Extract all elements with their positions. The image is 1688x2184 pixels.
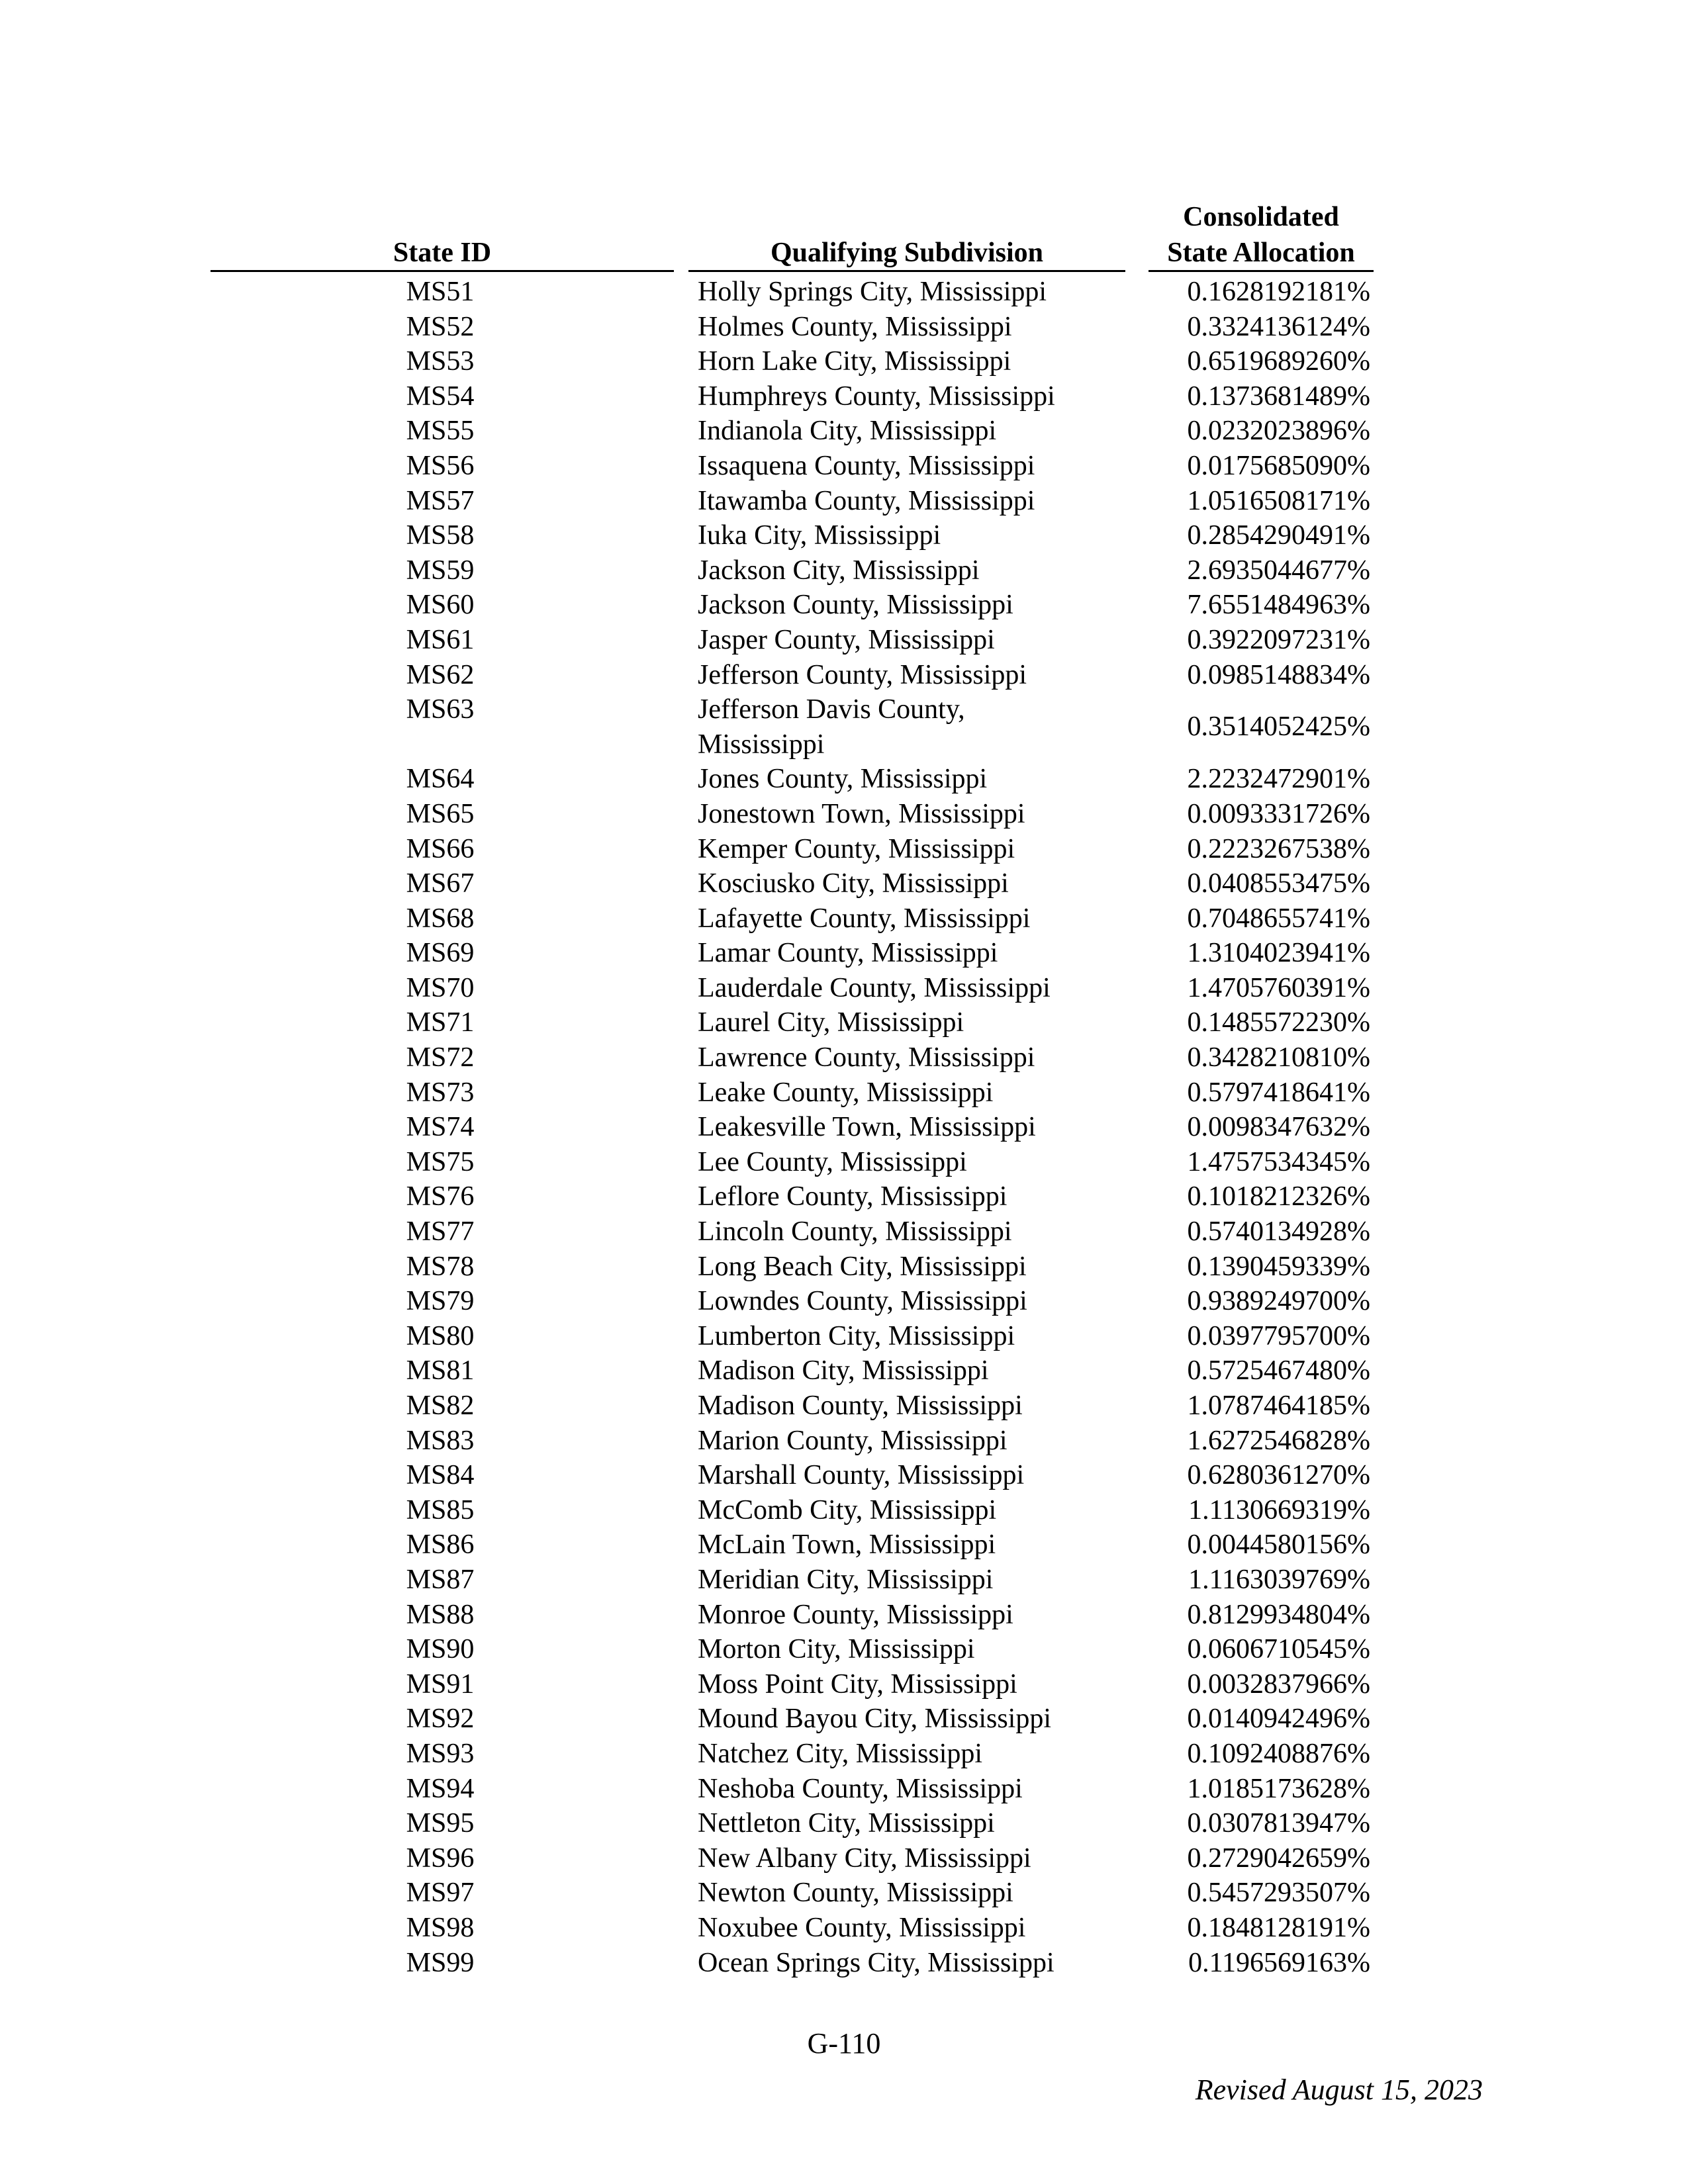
cell-state-id: MS56: [406, 450, 475, 481]
cell-allocation: 0.0232023896%: [1187, 416, 1370, 447]
table-row: [0, 1005, 1688, 1040]
cell-state-id: MS54: [406, 381, 475, 412]
cell-subdivision: Jasper County, Mississippi: [698, 624, 995, 655]
table-row: [0, 1841, 1688, 1876]
cell-allocation: 0.6519689260%: [1187, 346, 1370, 377]
cell-state-id: MS68: [406, 903, 475, 934]
cell-allocation: 0.1848128191%: [1187, 1912, 1370, 1943]
cell-subdivision: Horn Lake City, Mississippi: [698, 346, 1011, 377]
cell-subdivision: Morton City, Mississippi: [698, 1634, 975, 1665]
table-row: [0, 1632, 1688, 1667]
table-row: [0, 1772, 1688, 1807]
header-allocation-line2: State Allocation: [1167, 238, 1355, 268]
cell-allocation: 1.0516508171%: [1187, 485, 1370, 516]
table-row: [0, 1040, 1688, 1075]
table-row: [0, 1388, 1688, 1424]
cell-allocation: 7.6551484963%: [1187, 590, 1370, 621]
table-row: [0, 1424, 1688, 1459]
cell-state-id: MS64: [406, 764, 475, 795]
cell-allocation: 0.3324136124%: [1187, 311, 1370, 342]
cell-subdivision: McLain Town, Mississippi: [698, 1529, 996, 1561]
cell-allocation: 0.2854290491%: [1187, 520, 1370, 551]
cell-allocation: 1.0185173628%: [1187, 1773, 1370, 1804]
cell-allocation: 0.5457293507%: [1187, 1878, 1370, 1909]
cell-allocation: 0.0140942496%: [1187, 1704, 1370, 1735]
cell-state-id: MS97: [406, 1878, 475, 1909]
cell-allocation: 0.5725467480%: [1187, 1355, 1370, 1387]
table-row: [0, 1563, 1688, 1598]
cell-state-id: MS71: [406, 1007, 475, 1038]
cell-subdivision: Indianola City, Mississippi: [698, 416, 997, 447]
header-consolidated-state-allocation: [1149, 199, 1374, 271]
cell-allocation: 0.1390459339%: [1187, 1251, 1370, 1282]
table-row: [0, 1110, 1688, 1145]
cell-subdivision: Moss Point City, Mississippi: [698, 1668, 1017, 1700]
cell-state-id: MS90: [406, 1634, 475, 1665]
cell-state-id: MS51: [406, 277, 475, 307]
cell-subdivision: Marshall County, Mississippi: [698, 1460, 1025, 1491]
cell-allocation: 0.0408553475%: [1187, 868, 1370, 899]
cell-allocation: 0.2223267538%: [1187, 833, 1370, 864]
table-row: [0, 901, 1688, 936]
table-row: [0, 1214, 1688, 1250]
cell-subdivision: New Albany City, Mississippi: [698, 1843, 1031, 1874]
cell-allocation: 0.1196569163%: [1188, 1947, 1370, 1978]
table-row: [0, 623, 1688, 658]
table-row: [0, 1458, 1688, 1493]
cell-subdivision: Leake County, Mississippi: [698, 1077, 994, 1108]
cell-state-id: MS88: [406, 1599, 475, 1630]
cell-state-id: MS66: [406, 833, 475, 864]
cell-state-id: MS60: [406, 590, 475, 621]
cell-allocation: 2.6935044677%: [1187, 555, 1370, 586]
table-row: [0, 692, 1688, 762]
cell-state-id: MS67: [406, 868, 475, 899]
cell-state-id: MS55: [406, 416, 475, 447]
cell-allocation: 0.3514052425%: [1187, 711, 1370, 743]
cell-subdivision: Kosciusko City, Mississippi: [698, 868, 1009, 899]
cell-subdivision: Holmes County, Mississippi: [698, 311, 1012, 342]
cell-subdivision: Jackson City, Mississippi: [698, 555, 980, 586]
cell-state-id: MS85: [406, 1494, 475, 1525]
cell-state-id: MS86: [406, 1529, 475, 1561]
header-rule-subdivision: [688, 270, 1125, 272]
cell-subdivision: McComb City, Mississippi: [698, 1494, 997, 1525]
cell-subdivision: Mound Bayou City, Mississippi: [698, 1704, 1052, 1735]
allocation-table-body: [0, 275, 1688, 1980]
table-row: [0, 1806, 1688, 1841]
cell-allocation: 1.4757534345%: [1187, 1146, 1370, 1177]
cell-subdivision: Neshoba County, Mississippi: [698, 1773, 1023, 1804]
cell-subdivision: Lawrence County, Mississippi: [698, 1042, 1035, 1073]
cell-state-id: MS82: [406, 1390, 475, 1421]
cell-state-id: MS87: [406, 1564, 475, 1595]
cell-subdivision: Lauderdale County, Mississippi: [698, 972, 1051, 1003]
cell-subdivision: Lincoln County, Mississippi: [698, 1216, 1012, 1248]
cell-allocation: 0.0606710545%: [1187, 1634, 1370, 1665]
cell-subdivision: Lafayette County, Mississippi: [698, 903, 1031, 934]
cell-subdivision: Newton County, Mississippi: [698, 1878, 1013, 1909]
cell-subdivision: Leflore County, Mississippi: [698, 1181, 1008, 1212]
cell-state-id: MS69: [406, 938, 475, 969]
cell-subdivision: Jefferson Davis County, Mississippi: [698, 694, 965, 760]
cell-allocation: 0.0093331726%: [1187, 798, 1370, 829]
cell-subdivision: Long Beach City, Mississippi: [698, 1251, 1027, 1282]
cell-allocation: 0.2729042659%: [1187, 1843, 1370, 1874]
cell-allocation: 1.4705760391%: [1187, 972, 1370, 1003]
table-row: [0, 1319, 1688, 1354]
cell-subdivision: Jackson County, Mississippi: [698, 590, 1013, 621]
page-number: G-110: [807, 2027, 881, 2060]
cell-allocation: 0.3428210810%: [1187, 1042, 1370, 1073]
table-row: [0, 1493, 1688, 1528]
cell-state-id: MS63: [406, 694, 475, 725]
table-row: [0, 866, 1688, 901]
cell-allocation: 1.1130669319%: [1188, 1494, 1370, 1525]
cell-state-id: MS81: [406, 1355, 475, 1387]
cell-state-id: MS96: [406, 1843, 475, 1874]
cell-state-id: MS79: [406, 1286, 475, 1317]
header-allocation-line1: Consolidated: [1183, 202, 1339, 232]
cell-allocation: 2.2232472901%: [1187, 764, 1370, 795]
table-row: [0, 1667, 1688, 1702]
table-row: [0, 762, 1688, 797]
cell-subdivision: Lee County, Mississippi: [698, 1146, 967, 1177]
header-qualifying-subdivision: Qualifying Subdivision: [770, 238, 1044, 268]
cell-allocation: 0.1373681489%: [1187, 381, 1370, 412]
table-row: [0, 518, 1688, 553]
cell-allocation: 0.0307813947%: [1187, 1808, 1370, 1839]
cell-state-id: MS62: [406, 659, 475, 690]
header-state-id: State ID: [393, 238, 492, 268]
cell-allocation: 0.0032837966%: [1187, 1668, 1370, 1700]
table-row: [0, 1527, 1688, 1563]
table-row: [0, 553, 1688, 588]
cell-state-id: MS59: [406, 555, 475, 586]
cell-allocation: 0.5797418641%: [1187, 1077, 1370, 1108]
table-row: [0, 1353, 1688, 1388]
table-row: [0, 1598, 1688, 1633]
cell-subdivision: Jones County, Mississippi: [698, 764, 988, 795]
header-rule-allocation: [1149, 270, 1374, 272]
table-row: [0, 484, 1688, 519]
cell-subdivision: Lowndes County, Mississippi: [698, 1286, 1027, 1317]
cell-allocation: 0.0044580156%: [1187, 1529, 1370, 1561]
table-row: [0, 275, 1688, 310]
table-row: [0, 1946, 1688, 1981]
cell-subdivision: Monroe County, Mississippi: [698, 1599, 1013, 1630]
cell-state-id: MS75: [406, 1146, 475, 1177]
cell-allocation: 0.0397795700%: [1187, 1320, 1370, 1351]
table-row: [0, 414, 1688, 449]
table-row: [0, 1737, 1688, 1772]
cell-state-id: MS78: [406, 1251, 475, 1282]
cell-allocation: 0.3922097231%: [1187, 624, 1370, 655]
cell-state-id: MS94: [406, 1773, 475, 1804]
cell-subdivision: Laurel City, Mississippi: [698, 1007, 964, 1038]
table-row: [0, 588, 1688, 623]
cell-state-id: MS99: [406, 1947, 475, 1978]
cell-allocation: 0.0175685090%: [1187, 450, 1370, 481]
cell-allocation: 1.3104023941%: [1187, 938, 1370, 969]
revision-date: Revised August 15, 2023: [1195, 2073, 1483, 2106]
cell-state-id: MS98: [406, 1912, 475, 1943]
cell-subdivision: Jefferson County, Mississippi: [698, 659, 1027, 690]
cell-allocation: 0.1485572230%: [1187, 1007, 1370, 1038]
cell-state-id: MS58: [406, 520, 475, 551]
cell-allocation: 0.8129934804%: [1187, 1599, 1370, 1630]
table-row: [0, 449, 1688, 484]
header-rule-state-id: [211, 270, 674, 272]
cell-state-id: MS76: [406, 1181, 475, 1212]
cell-state-id: MS77: [406, 1216, 475, 1248]
cell-subdivision: Nettleton City, Mississippi: [698, 1808, 995, 1839]
cell-state-id: MS93: [406, 1738, 475, 1769]
cell-state-id: MS74: [406, 1112, 475, 1143]
cell-subdivision: Kemper County, Mississippi: [698, 833, 1015, 864]
cell-allocation: 0.0985148834%: [1187, 659, 1370, 690]
cell-subdivision: Madison County, Mississippi: [698, 1390, 1023, 1421]
cell-subdivision: Holly Springs City, Mississippi: [698, 277, 1047, 307]
cell-state-id: MS83: [406, 1425, 475, 1456]
cell-allocation: 0.1628192181%: [1187, 277, 1370, 307]
table-row: [0, 797, 1688, 832]
table-row: [0, 344, 1688, 379]
cell-subdivision: Meridian City, Mississippi: [698, 1564, 994, 1595]
cell-subdivision: Marion County, Mississippi: [698, 1425, 1008, 1456]
cell-state-id: MS57: [406, 485, 475, 516]
cell-state-id: MS84: [406, 1460, 475, 1491]
cell-subdivision: Issaquena County, Mississippi: [698, 450, 1035, 481]
cell-subdivision: Noxubee County, Mississippi: [698, 1912, 1026, 1943]
table-row: [0, 936, 1688, 971]
cell-subdivision: Humphreys County, Mississippi: [698, 381, 1055, 412]
cell-allocation: 0.5740134928%: [1187, 1216, 1370, 1248]
table-row: [0, 379, 1688, 414]
table-row: [0, 1876, 1688, 1911]
cell-subdivision: Itawamba County, Mississippi: [698, 485, 1035, 516]
cell-subdivision: Lumberton City, Mississippi: [698, 1320, 1015, 1351]
table-row: [0, 1145, 1688, 1180]
table-row: [0, 971, 1688, 1006]
cell-subdivision: Jonestown Town, Mississippi: [698, 798, 1025, 829]
cell-subdivision: Leakesville Town, Mississippi: [698, 1112, 1036, 1143]
cell-subdivision: Madison City, Mississippi: [698, 1355, 989, 1387]
cell-state-id: MS73: [406, 1077, 475, 1108]
cell-subdivision: Iuka City, Mississippi: [698, 520, 941, 551]
table-row: [0, 1075, 1688, 1111]
table-row: [0, 1250, 1688, 1285]
cell-state-id: MS95: [406, 1808, 475, 1839]
table-row: [0, 1284, 1688, 1319]
table-row: [0, 310, 1688, 345]
table-row: [0, 1702, 1688, 1737]
cell-allocation: 0.6280361270%: [1187, 1460, 1370, 1491]
cell-allocation: 0.7048655741%: [1187, 903, 1370, 934]
cell-state-id: MS53: [406, 346, 475, 377]
cell-allocation: 0.0098347632%: [1187, 1112, 1370, 1143]
cell-allocation: 1.1163039769%: [1188, 1564, 1370, 1595]
cell-state-id: MS80: [406, 1320, 475, 1351]
cell-allocation: 1.6272546828%: [1187, 1425, 1370, 1456]
cell-subdivision: Lamar County, Mississippi: [698, 938, 998, 969]
cell-state-id: MS72: [406, 1042, 475, 1073]
cell-state-id: MS52: [406, 311, 475, 342]
table-row: [0, 1179, 1688, 1214]
cell-allocation: 0.1092408876%: [1187, 1738, 1370, 1769]
cell-subdivision: Ocean Springs City, Mississippi: [698, 1947, 1055, 1978]
cell-state-id: MS65: [406, 798, 475, 829]
table-row: [0, 658, 1688, 693]
cell-state-id: MS92: [406, 1704, 475, 1735]
cell-allocation: 0.1018212326%: [1187, 1181, 1370, 1212]
cell-allocation: 1.0787464185%: [1187, 1390, 1370, 1421]
table-row: [0, 832, 1688, 867]
cell-state-id: MS91: [406, 1668, 475, 1700]
cell-subdivision: Natchez City, Mississippi: [698, 1738, 983, 1769]
table-row: [0, 1911, 1688, 1946]
cell-state-id: MS61: [406, 624, 475, 655]
cell-allocation: 0.9389249700%: [1187, 1286, 1370, 1317]
cell-state-id: MS70: [406, 972, 475, 1003]
